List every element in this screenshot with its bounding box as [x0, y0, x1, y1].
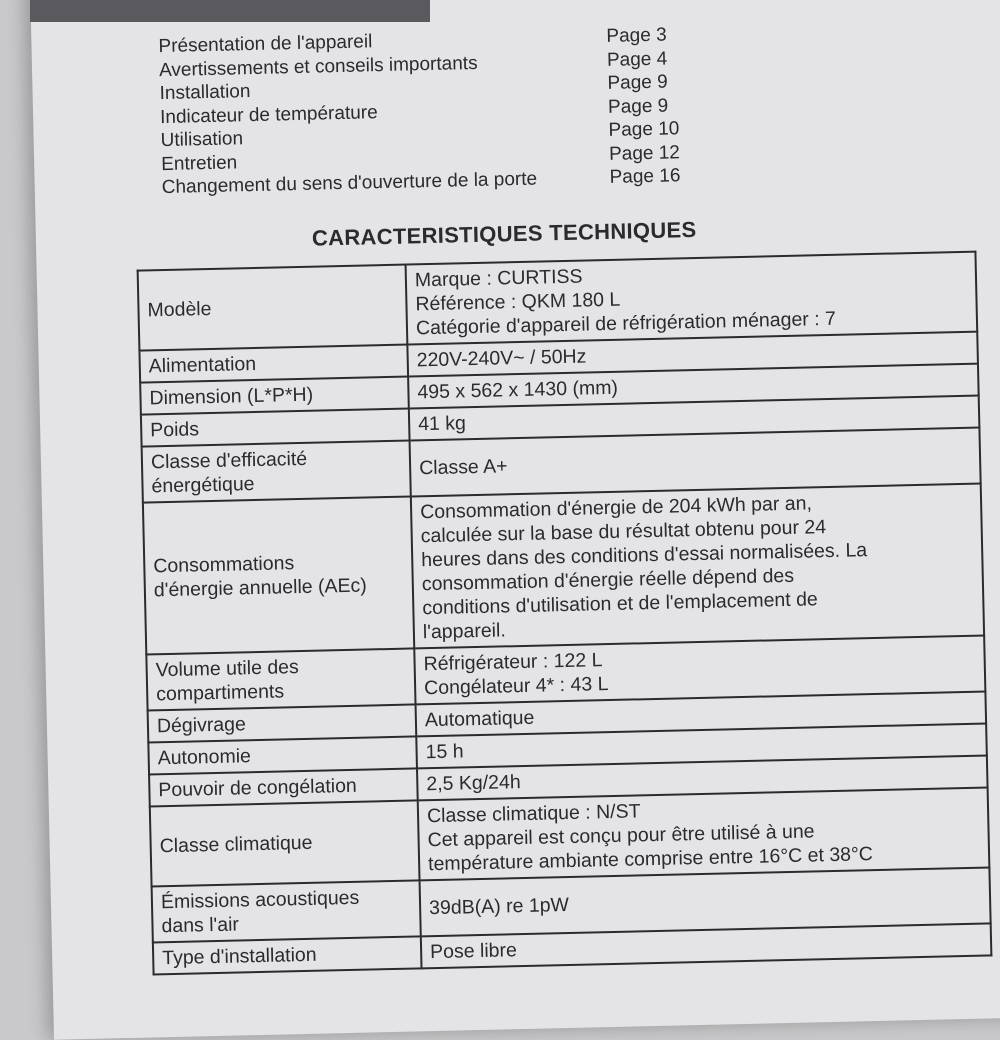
- toc-title: Utilisation: [160, 128, 244, 152]
- spec-value-line: 15 h: [425, 740, 464, 764]
- spec-label-line: Autonomie: [157, 745, 252, 770]
- spec-value-line: l'appareil.: [422, 619, 506, 644]
- spec-value-line: Marque : CURTISS: [414, 265, 583, 292]
- toc-title: Changement du sens d'ouverture de la porte: [161, 168, 538, 199]
- spec-value-line: consommation d'énergie réelle dépend des: [421, 564, 795, 596]
- spec-value-line: 39dB(A) re 1pW: [428, 894, 570, 920]
- toc-page: Page 3: [606, 24, 667, 47]
- spec-label-line: Modèle: [147, 297, 212, 322]
- spec-value-line: 41 kg: [417, 412, 467, 436]
- spec-label-line: Émissions acoustiques: [160, 886, 360, 914]
- spec-value-line: Congélateur 4* : 43 L: [423, 673, 609, 700]
- toc-page: Page 4: [606, 48, 668, 71]
- spec-value-line: Cet appareil est conçu pour être utilisé à une: [427, 820, 815, 852]
- spec-value-line: température ambiante comprise entre 16°C et 38°C: [427, 843, 874, 876]
- toc-page: Page 10: [608, 118, 680, 141]
- toc-page: Page 12: [608, 141, 681, 165]
- toc-page: Page 9: [607, 71, 668, 94]
- specs-table: [137, 251, 993, 976]
- spec-value-line: calculée sur la base du résultat obtenu pour 24: [420, 516, 827, 548]
- spec-label: [143, 496, 414, 654]
- spec-value-line: Pose libre: [429, 939, 518, 964]
- manual-page: [30, 0, 1000, 1040]
- spec-label-line: dans l'air: [161, 913, 240, 938]
- spec-value-line: heures dans des conditions d'essai normalisées. La: [421, 539, 868, 572]
- section-heading: CARACTERISTIQUES TECHNIQUES: [311, 216, 697, 251]
- spec-label: [153, 936, 422, 974]
- spec-value-line: Consommation d'énergie de 204 kWh par an,: [419, 492, 813, 524]
- spec-value-line: Classe climatique : N/ST: [426, 800, 641, 828]
- spec-value-line: Automatique: [424, 706, 535, 732]
- toc-title: Indicateur de température: [159, 101, 378, 128]
- table-of-contents: [158, 22, 722, 199]
- toc-title: Installation: [159, 81, 251, 105]
- spec-label-line: Classe climatique: [159, 831, 313, 858]
- toc-title: Présentation de l'appareil: [158, 31, 373, 58]
- spec-label-line: Volume utile des: [155, 656, 300, 682]
- spec-label: [142, 441, 411, 503]
- spec-value-line: conditions d'utilisation et de l'emplacement de: [422, 588, 819, 620]
- spec-value-line: 495 x 562 x 1430 (mm): [417, 376, 619, 404]
- spec-label-line: Poids: [149, 418, 200, 442]
- page-edge-shadow: [30, 0, 430, 22]
- toc-title: Avertissements et conseils importants: [158, 52, 478, 81]
- spec-label-line: Dégivrage: [156, 713, 247, 738]
- spec-label-line: Consommations: [153, 552, 295, 578]
- spec-value-line: Réfrigérateur : 122 L: [423, 649, 603, 676]
- spec-label-line: compartiments: [155, 680, 285, 706]
- toc-title: Entretien: [160, 151, 238, 175]
- spec-label-line: Dimension (L*P*H): [149, 383, 314, 410]
- spec-value-line: Classe A+: [418, 455, 508, 480]
- spec-value: [411, 484, 984, 649]
- spec-value: [406, 252, 978, 345]
- spec-label: [152, 880, 421, 942]
- toc-page: Page 9: [607, 95, 669, 118]
- toc-page: Page 16: [609, 165, 681, 188]
- spec-label: [146, 648, 415, 710]
- spec-label: [138, 265, 408, 351]
- spec-label-line: Classe d'efficacité: [150, 447, 308, 474]
- spec-value-line: Référence : QKM 180 L: [415, 288, 621, 316]
- spec-value-line: 220V-240V~ / 50Hz: [416, 345, 587, 372]
- spec-label-line: énergétique: [151, 473, 255, 498]
- table-row: [143, 484, 984, 655]
- spec-label-line: Alimentation: [148, 352, 257, 378]
- spec-label: [150, 800, 420, 886]
- spec-value-line: Catégorie d'appareil de réfrigération ménager : 7: [415, 307, 837, 340]
- spec-label-line: Type d'installation: [161, 943, 317, 970]
- spec-label-line: Pouvoir de congélation: [158, 774, 358, 802]
- spec-value: [418, 787, 990, 880]
- spec-label-line: d'énergie annuelle (AEc): [153, 574, 368, 602]
- spec-value-line: 2,5 Kg/24h: [426, 771, 521, 796]
